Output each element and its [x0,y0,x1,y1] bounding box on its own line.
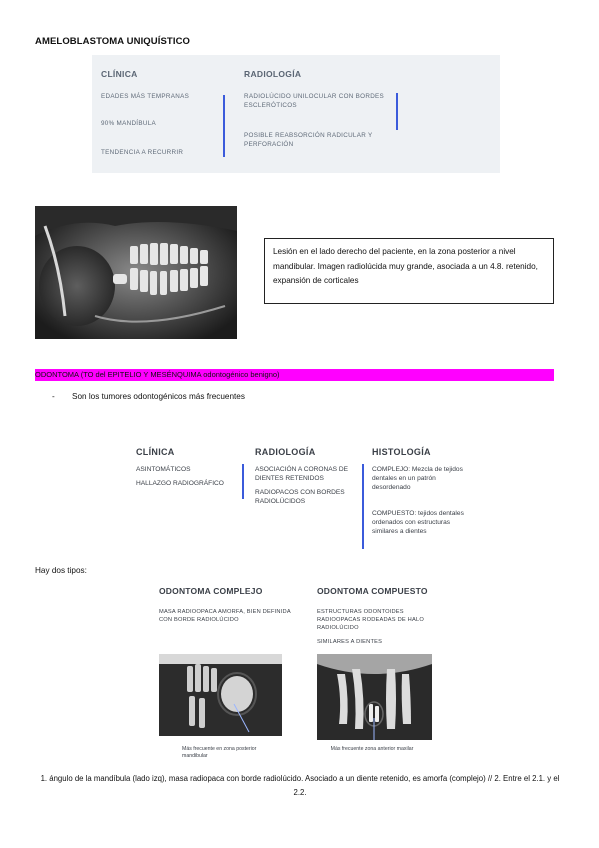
compuesto-xray-image [317,654,432,740]
clinica-item: 90% MANDÍBULA [101,120,156,127]
ameloblastoma-summary-card [92,55,500,173]
compuesto-text2: SIMILARES A DIENTES [317,639,383,645]
figure-caption: 1. ángulo de la mandíbula (lado izq), masa radiopaca con borde radiolúcido. Asociado a un diente retenido, es amorfa (complejo) // 2. Entre el 2.1. y el 2.2. [40,774,560,797]
clinica-header: CLÍNICA [101,69,138,79]
divider [362,464,364,549]
radiologia-item: RADIOPACOS CON BORDES RADIOLÚCIDOS [255,489,345,505]
clinica-header: CLÍNICA [136,447,175,457]
histologia-item: COMPUESTO: tejidos dentales ordenados con estructuras similares a dientes [372,510,464,535]
histologia-header: HISTOLOGÍA [372,447,431,457]
compuesto-text: ESTRUCTURAS ODONTOIDES RADIOOPACAS RODEADAS DE HALO RADIOLÚCIDO [317,609,424,631]
radiologia-header: RADIOLOGÍA [244,69,302,79]
divider [396,93,398,130]
clinica-item: TENDENCIA A RECURRIR [101,149,184,156]
histologia-item: COMPLEJO: Mezcla de tejidos dentales en un patrón desordenado [372,466,463,491]
odontoma-summary-card [127,437,465,550]
clinica-item: ASINTOMÁTICOS [136,466,191,473]
compuesto-caption: Más frecuente zona anterior maxilar [330,746,414,752]
page-title: AMELOBLASTOMA UNIQUÍSTICO [35,36,191,47]
radiologia-header: RADIOLOGÍA [255,447,316,457]
bullet-text: Son los tumores odontogénicos más frecuentes [72,392,245,401]
divider [223,95,225,157]
odontoma-types-card [147,580,447,765]
divider [242,464,244,499]
bullet-item [52,392,245,401]
radiologia-item: ASOCIACIÓN A CORONAS DE DIENTES RETENIDOS [255,466,349,482]
types-intro: Hay dos tipos: [35,566,87,575]
radiologia-item: RADIOLÚCIDO UNILOCULAR CON BORDES ESCLERÓTICOS [244,93,385,109]
bullet-dash: - [52,392,55,401]
compuesto-header: ODONTOMA COMPUESTO [317,586,428,596]
case-note-box: Lesión en el lado derecho del paciente, en la zona posterior a nivel mandibular. Imagen radiolúcida muy grande, asociada a un 4.8. retenido, expansión de corticales [264,238,554,304]
radiologia-item: POSIBLE REABSORCIÓN RADICULAR Y PERFORACIÓN [244,132,373,148]
complejo-text: MASA RADIOOPACA AMORFA, BIEN DEFINIDA CON BORDE RADIOLÚCIDO [159,609,291,623]
clinica-item: EDADES MÁS TEMPRANAS [101,93,190,100]
panoramic-xray-image [35,206,237,339]
complejo-caption: Más frecuente en zona posterior mandibular [182,746,257,759]
odontoma-heading: ODONTOMA (TO del EPITELIO Y MESÉNQUIMA odontogénico benigno) [35,369,554,381]
complejo-xray-image [159,654,282,736]
complejo-header: ODONTOMA COMPLEJO [159,586,263,596]
clinica-item: HALLAZGO RADIOGRÁFICO [136,480,224,487]
